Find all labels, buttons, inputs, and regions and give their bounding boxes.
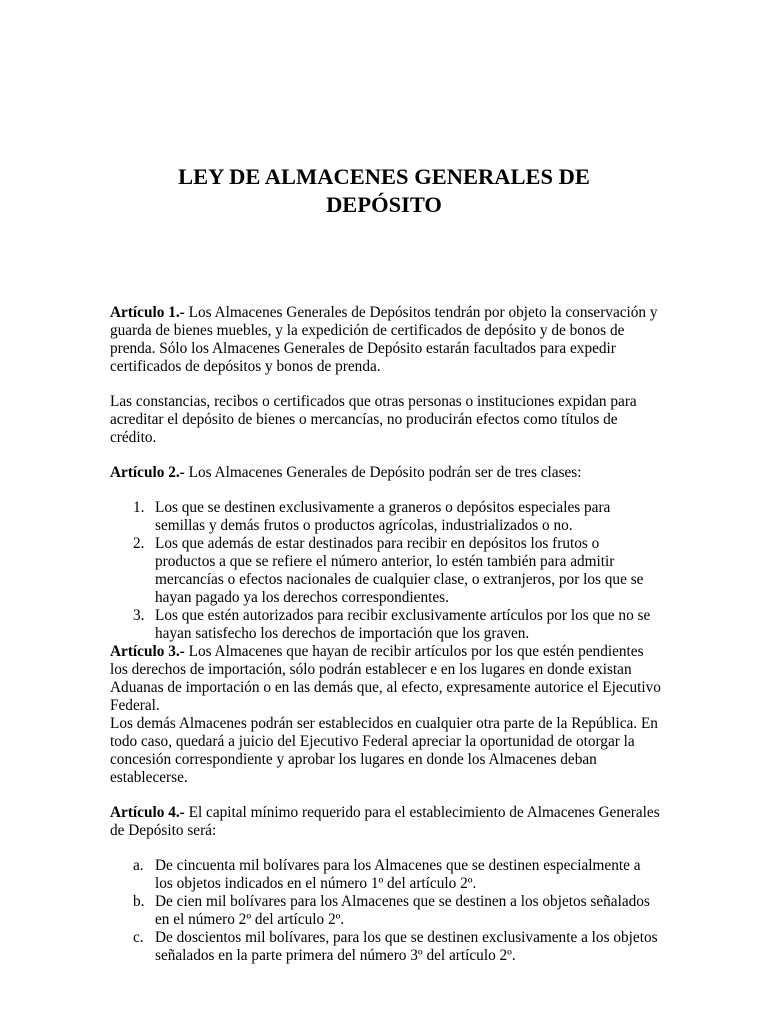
list-item-text: De doscientos mil bolívares, para los que se destinen exclusivamente a los objetos señalados en la parte primera del número 3º del artículo 2º. bbox=[155, 929, 658, 964]
article-1 bbox=[110, 304, 662, 376]
title-line-2: DEPÓSITO bbox=[326, 192, 442, 217]
article-4-label: Artículo 4.- bbox=[110, 804, 185, 821]
article-2-label: Artículo 2.- bbox=[110, 464, 185, 481]
article-4-list bbox=[110, 857, 662, 965]
article-3-text: Los Almacenes que hayan de recibir artículos por los que estén pendientes los derechos de importación, sólo podrán establecer e en los lugares en donde existan Aduanas de importación o en las demás que, al efecto, expresamente autorice el Ejecutivo Federal. bbox=[110, 643, 661, 714]
article-1-paragraph-2: Las constancias, recibos o certificados que otras personas o instituciones expidan para acreditar el depósito de bienes o mercancías, no producirán efectos como títulos de crédito. bbox=[110, 393, 637, 446]
article-1-label: Artículo 1.- bbox=[110, 304, 185, 321]
document-title bbox=[0, 163, 768, 219]
list-item bbox=[110, 535, 662, 607]
list-item bbox=[110, 499, 662, 535]
list-marker: 1. bbox=[133, 499, 145, 516]
list-marker: 3. bbox=[133, 607, 145, 624]
list-item-text: De cincuenta mil bolívares para los Almacenes que se destinen especialmente a los objetos indicados en el número 1º del artículo 2º. bbox=[155, 857, 641, 892]
article-1-text: Los Almacenes Generales de Depósitos tendrán por objeto la conservación y guarda de bienes muebles, y la expedición de certificados de depósito y de bonos de prenda. Sólo los Almacenes Generales de Depósito estarán facultados para expedir certificados de depósitos y bonos de prenda. bbox=[110, 304, 658, 375]
article-3-paragraph-2: Los demás Almacenes podrán ser establecidos en cualquier otra parte de la República. En todo caso, quedará a juicio del Ejecutivo Federal apreciar la oportunidad de otorgar la concesión correspondiente y aprobar los lugares en donde los Almacenes deban establecerse. bbox=[110, 715, 658, 786]
article-4 bbox=[110, 804, 662, 840]
article-3 bbox=[110, 643, 662, 715]
list-item bbox=[110, 607, 662, 643]
article-2-list bbox=[110, 499, 662, 643]
title-line-1: LEY DE ALMACENES GENERALES DE bbox=[178, 164, 590, 189]
list-item-text: Los que estén autorizados para recibir exclusivamente artículos por los que no se hayan satisfecho los derechos de importación que los graven. bbox=[155, 607, 651, 642]
article-4-text: El capital mínimo requerido para el establecimiento de Almacenes Generales de Depósito será: bbox=[110, 804, 660, 839]
document-body bbox=[110, 304, 662, 965]
list-marker: b. bbox=[133, 893, 145, 910]
list-item bbox=[110, 893, 662, 929]
list-item-text: Los que además de estar destinados para recibir en depósitos los frutos o productos a que se refiere el número anterior, lo estén también para admitir mercancías o efectos nacionales de cualquier clase, o extranjeros, por los que se hayan pagado ya los derechos correspondientes. bbox=[155, 535, 644, 606]
article-3-label: Artículo 3.- bbox=[110, 643, 185, 660]
list-item-text: De cien mil bolívares para los Almacenes que se destinen a los objetos señalados en el número 2º del artículo 2º. bbox=[155, 893, 650, 928]
list-item bbox=[110, 857, 662, 893]
list-marker: a. bbox=[133, 857, 144, 874]
list-item-text: Los que se destinen exclusivamente a graneros o depósitos especiales para semillas y demás frutos o productos agrícolas, industrializados o no. bbox=[155, 499, 611, 534]
list-marker: c. bbox=[133, 929, 144, 946]
article-2-text: Los Almacenes Generales de Depósito podrán ser de tres clases: bbox=[184, 464, 582, 481]
article-2 bbox=[110, 464, 662, 482]
list-item bbox=[110, 929, 662, 965]
list-marker: 2. bbox=[133, 535, 145, 552]
